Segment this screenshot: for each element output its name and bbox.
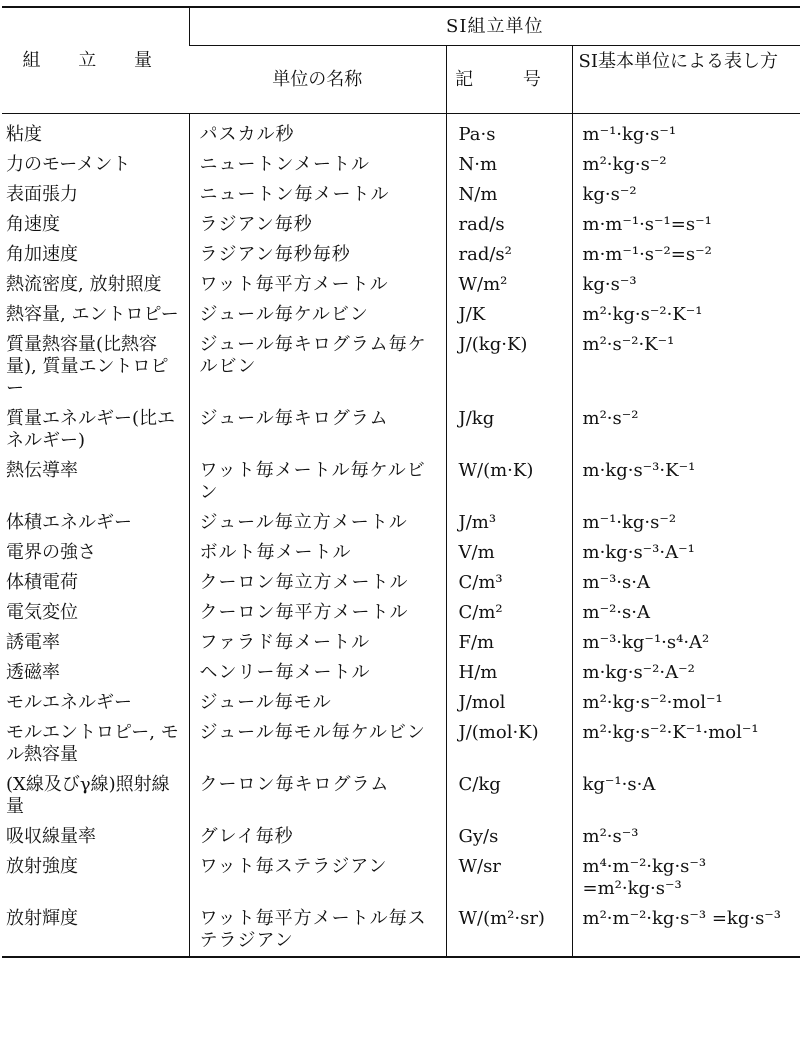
expression-cell: kg·s⁻² <box>572 180 800 210</box>
symbol-column-header: 記 号 <box>446 46 572 114</box>
quantity-cell: 熱容量, エントロピー <box>6 304 179 325</box>
quantity-cell: モルエントロピー, モル熱容量 <box>6 722 179 765</box>
quantity-cell: 熱流密度, 放射照度 <box>6 274 162 295</box>
quantity-cell: 角速度 <box>6 214 60 235</box>
symbol-cell: J/(kg·K) <box>446 330 572 404</box>
symbol-cell: F/m <box>446 628 572 658</box>
symbol-cell: Pa·s <box>446 114 572 151</box>
unit-name-cell: グレイ毎秒 <box>189 822 446 852</box>
table-row <box>2 300 800 330</box>
expression-cell: m·m⁻¹·s⁻²=s⁻² <box>572 240 800 270</box>
quantity-cell: 放射輝度 <box>2 904 189 957</box>
quantity-cell: 熱伝導率 <box>6 460 78 481</box>
quantity-cell: (X線及びγ線)照射線量 <box>6 774 170 817</box>
expression-cell: m⁴·m⁻²·kg·s⁻³ =m²·kg·s⁻³ <box>572 852 800 904</box>
si-derived-units-table <box>2 6 800 958</box>
expression-cell: m²·kg·s⁻²·K⁻¹ <box>572 300 800 330</box>
expression-cell: m⁻¹·kg·s⁻² <box>572 508 800 538</box>
table-row <box>2 628 800 658</box>
symbol-cell: N·m <box>446 150 572 180</box>
quantity-cell: モルエネルギー <box>6 692 132 713</box>
table-header <box>2 7 800 114</box>
symbol-cell: J/K <box>446 300 572 330</box>
unit-name-cell: ファラド毎メートル <box>189 628 446 658</box>
expression-cell: m·kg·s⁻³·K⁻¹ <box>572 456 800 508</box>
quantity-cell: 放射強度 <box>6 856 78 877</box>
table-row <box>2 822 800 852</box>
unit-name-cell: クーロン毎平方メートル <box>189 598 446 628</box>
expression-cell: m²·s⁻² <box>572 404 800 456</box>
symbol-cell: J/kg <box>446 404 572 456</box>
unit-name-cell: ワット毎平方メートル毎ステラジアン <box>189 904 446 957</box>
expression-cell: m·m⁻¹·s⁻¹=s⁻¹ <box>572 210 800 240</box>
symbol-cell: W/sr <box>446 852 572 904</box>
expression-cell: m²·kg·s⁻² <box>572 150 800 180</box>
symbol-cell: J/m³ <box>446 508 572 538</box>
symbol-cell: W/m² <box>446 270 572 300</box>
symbol-cell: J/mol <box>446 688 572 718</box>
expression-cell: m²·s⁻²·K⁻¹ <box>572 330 800 404</box>
unit-name-cell: クーロン毎キログラム <box>189 770 446 822</box>
table-row <box>2 404 800 456</box>
unit-name-cell: ニュートンメートル <box>189 150 446 180</box>
table-row <box>2 508 800 538</box>
table-row <box>2 904 800 957</box>
quantity-column-header: 組 立 量 <box>2 7 189 114</box>
table-body <box>2 114 800 958</box>
symbol-cell: W/(m²·sr) <box>446 904 572 957</box>
symbol-cell: N/m <box>446 180 572 210</box>
unit-name-cell: ジュール毎ケルビン <box>189 300 446 330</box>
expression-cell: m²·m⁻²·kg·s⁻³ =kg·s⁻³ <box>572 904 800 957</box>
table-row <box>2 240 800 270</box>
unit-name-cell: ラジアン毎秒 <box>189 210 446 240</box>
quantity-cell: 質量熱容量(比熱容量), 質量エントロピー <box>6 334 169 399</box>
table-row <box>2 568 800 598</box>
symbol-cell: rad/s <box>446 210 572 240</box>
unit-name-cell: パスカル秒 <box>189 114 446 151</box>
expression-cell: m·kg·s⁻³·A⁻¹ <box>572 538 800 568</box>
symbol-cell: V/m <box>446 538 572 568</box>
table-row <box>2 180 800 210</box>
table-row <box>2 770 800 822</box>
expression-cell: kg⁻¹·s·A <box>572 770 800 822</box>
table-row <box>2 688 800 718</box>
unit-name-cell: ジュール毎キログラム <box>189 404 446 456</box>
symbol-cell: rad/s² <box>446 240 572 270</box>
unit-name-column-header: 単位の名称 <box>189 46 446 114</box>
expression-cell: m⁻³·s·A <box>572 568 800 598</box>
quantity-cell: 電気変位 <box>6 602 78 623</box>
expression-cell: m²·kg·s⁻²·K⁻¹·mol⁻¹ <box>572 718 800 770</box>
expression-cell: m⁻²·s·A <box>572 598 800 628</box>
symbol-cell: C/kg <box>446 770 572 822</box>
symbol-cell: C/m³ <box>446 568 572 598</box>
quantity-cell: 表面張力 <box>6 184 78 205</box>
quantity-cell: 体積エネルギー <box>6 512 132 533</box>
unit-name-cell: ボルト毎メートル <box>189 538 446 568</box>
table-row <box>2 114 800 151</box>
expression-cell: m²·kg·s⁻²·mol⁻¹ <box>572 688 800 718</box>
symbol-cell: J/(mol·K) <box>446 718 572 770</box>
quantity-cell: 吸収線量率 <box>6 826 96 847</box>
symbol-cell: H/m <box>446 658 572 688</box>
quantity-cell: 質量エネルギー(比エネルギー) <box>6 408 176 451</box>
quantity-cell: 粘度 <box>6 124 42 145</box>
unit-name-cell: ワット毎メートル毎ケルビン <box>189 456 446 508</box>
symbol-cell: W/(m·K) <box>446 456 572 508</box>
unit-name-cell: ワット毎ステラジアン <box>189 852 446 904</box>
table-row <box>2 598 800 628</box>
expression-cell: m⁻³·kg⁻¹·s⁴·A² <box>572 628 800 658</box>
table-row <box>2 718 800 770</box>
unit-name-cell: ジュール毎モル毎ケルビン <box>189 718 446 770</box>
table-row <box>2 150 800 180</box>
table-row <box>2 456 800 508</box>
table-row <box>2 852 800 904</box>
unit-name-cell: ラジアン毎秒毎秒 <box>189 240 446 270</box>
table-row <box>2 658 800 688</box>
symbol-cell: C/m² <box>446 598 572 628</box>
unit-name-cell: ヘンリー毎メートル <box>189 658 446 688</box>
expression-cell: kg·s⁻³ <box>572 270 800 300</box>
unit-name-cell: ジュール毎キログラム毎ケルビン <box>189 330 446 404</box>
unit-name-cell: ジュール毎モル <box>189 688 446 718</box>
unit-name-cell: ニュートン毎メートル <box>189 180 446 210</box>
expression-cell: m²·s⁻³ <box>572 822 800 852</box>
expression-cell: m⁻¹·kg·s⁻¹ <box>572 114 800 151</box>
quantity-cell: 電界の強さ <box>6 542 96 563</box>
unit-name-cell: ジュール毎立方メートル <box>189 508 446 538</box>
expression-cell: m·kg·s⁻²·A⁻² <box>572 658 800 688</box>
unit-name-cell: クーロン毎立方メートル <box>189 568 446 598</box>
symbol-cell: Gy/s <box>446 822 572 852</box>
expression-column-header: SI基本単位による表し方 <box>572 46 800 114</box>
quantity-cell: 力のモーメント <box>6 154 131 175</box>
table-row <box>2 210 800 240</box>
table-row <box>2 330 800 404</box>
unit-name-cell: ワット毎平方メートル <box>189 270 446 300</box>
quantity-cell: 透磁率 <box>6 662 60 683</box>
table-row <box>2 270 800 300</box>
table-row <box>2 538 800 568</box>
quantity-cell: 角加速度 <box>6 244 78 265</box>
si-derived-unit-group-header: SI組立単位 <box>189 7 800 46</box>
quantity-cell: 誘電率 <box>6 632 60 653</box>
quantity-cell: 体積電荷 <box>6 572 78 593</box>
